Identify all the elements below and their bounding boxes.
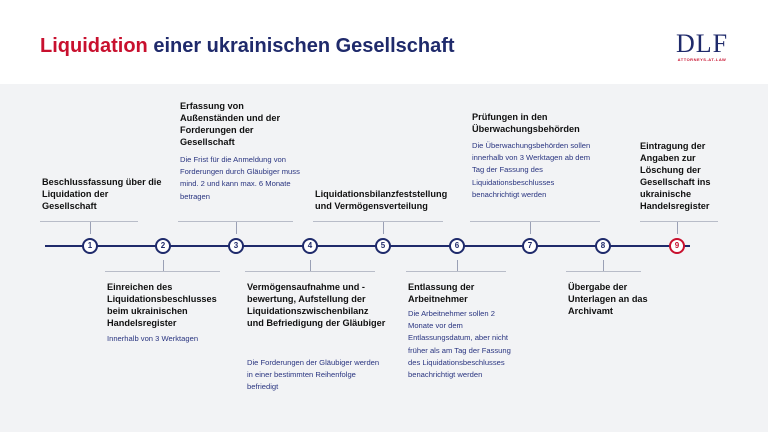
rule-1 [40, 221, 138, 222]
step-node-2: 2 [155, 238, 171, 254]
tick-3 [236, 222, 237, 234]
step-7-description: Die Überwachungsbehörden sollen innerhalb von 3 Werktagen ab dem Tag der Fassung des Liquidationsbeschlusses benachrichtigt werden [472, 141, 591, 199]
step-node-6: 6 [449, 238, 465, 254]
header [0, 0, 768, 84]
rule-2 [105, 271, 220, 272]
step-node-8: 8 [595, 238, 611, 254]
rule-9 [640, 221, 718, 222]
tick-5 [383, 222, 384, 234]
step-node-7: 7 [522, 238, 538, 254]
step-5-title: Liquidationsbilanzfeststellung und Vermögensverteilung [315, 189, 448, 211]
step-2-description: Innerhalb von 3 Werktagen [107, 334, 199, 343]
timeline-panel [0, 84, 768, 432]
tick-1 [90, 222, 91, 234]
logo-mark: DLF [675, 29, 729, 58]
logo-tagline: ATTORNEYS-AT-LAW [677, 57, 727, 62]
tick-7 [530, 222, 531, 234]
step-4-description: Die Forderungen der Gläubiger werden in einer bestimmten Reihenfolge befriedigt [247, 358, 380, 392]
rule-8 [566, 271, 641, 272]
step-node-3: 3 [228, 238, 244, 254]
step-2-title: Einreichen des Liquidationsbeschlusses beim ukrainischen Handelsregister [107, 282, 217, 328]
tick-9 [677, 222, 678, 234]
step-6-description: Die Arbeitnehmer sollen 2 Monate vor dem Entlassungsdatum, aber nicht früher als am Tag der Fassung des Liquidationsbeschlusses benachrichtigt werden [408, 309, 511, 380]
rule-3 [178, 221, 293, 222]
rule-4 [245, 271, 375, 272]
page-title [40, 35, 455, 58]
step-node-4: 4 [302, 238, 318, 254]
title-rest: einer ukrainischen Gesellschaft [147, 35, 455, 57]
step-4-title: Vermögensaufnahme und -bewertung, Aufstellung der Liquidationszwischenbilanz und Befriedigung der Gläubiger [247, 282, 386, 328]
rule-7 [470, 221, 600, 222]
step-7-title: Prüfungen in den Überwachungsbehörden [472, 112, 580, 134]
company-logo [672, 30, 732, 66]
step-6-title: Entlassung der Arbeitnehmer [408, 282, 475, 304]
step-node-5: 5 [375, 238, 391, 254]
title-accent: Liquidation [40, 35, 148, 57]
step-3-description: Die Frist für die Anmeldung von Forderungen durch Gläubiger muss mind. 2 und kann max. 6 Monate betragen [180, 155, 300, 201]
step-9-title: Eintragung der Angaben zur Löschung der Gesellschaft ins ukrainische Handelsregister [640, 141, 711, 211]
step-node-9: 9 [669, 238, 685, 254]
rule-5 [313, 221, 443, 222]
step-3-title: Erfassung von Außenständen und der Forderungen der Gesellschaft [180, 101, 281, 147]
step-8-title: Übergabe der Unterlagen an das Archivamt [568, 282, 648, 316]
step-node-1: 1 [82, 238, 98, 254]
rule-6 [406, 271, 506, 272]
step-1-title: Beschlussfassung über die Liquidation der Gesellschaft [42, 177, 162, 211]
timeline-axis [45, 245, 690, 247]
